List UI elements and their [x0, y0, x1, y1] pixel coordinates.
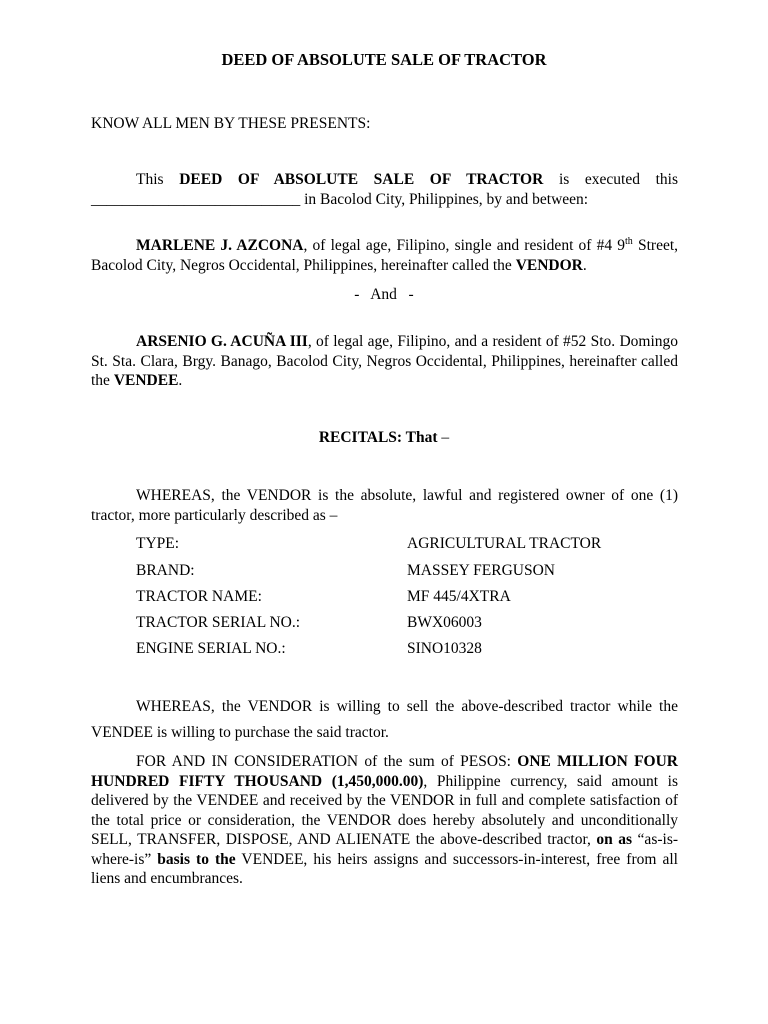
consideration-basis: basis to the [157, 850, 236, 868]
document-title: DEED OF ABSOLUTE SALE OF TRACTOR [221, 50, 547, 69]
spec-label: TRACTOR NAME: [136, 588, 262, 605]
spec-value: SINO10328 [407, 640, 482, 657]
vendee-text: , of legal age, Filipino, and a resident of #52 Sto. Domingo St. Sta. Clara, Brgy. Banago, Bacolod City, Negros Occidental, Philippines, hereinafter called the [91, 333, 679, 389]
spec-value: MASSEY FERGUSON [407, 562, 555, 579]
vendee-end: . [178, 372, 183, 389]
opening-line: KNOW ALL MEN BY THESE PRESENTS: [91, 115, 371, 132]
spec-label: TYPE: [136, 535, 180, 552]
spec-row-tractor-serial [136, 613, 696, 633]
vendee-role: VENDEE [113, 372, 179, 389]
consideration-paragraph [91, 752, 678, 889]
spec-row-brand [136, 561, 696, 581]
vendee-paragraph [91, 332, 678, 391]
recitals-heading [0, 428, 768, 448]
consideration-middle: , Philippine currency, said amount is delivered by the VENDEE and received by the VENDOR in full and complete satisfaction of the total price or consideration, the VENDOR does hereby absolutely and unconditionally SELL, TRANSFER, DISPOSE, AND ALIENATE the above-described tractor, [91, 772, 678, 848]
intro-paragraph [91, 170, 678, 209]
spec-row-tractor-name [136, 587, 696, 607]
intro-suffix: is executed this ___________________________ in Bacolod City, Philippines, by and between: [91, 171, 679, 208]
consideration-amount: ONE MILLION FOUR HUNDRED FIFTY THOUSAND (1,450,000.00) [91, 753, 678, 790]
spec-label: BRAND: [136, 562, 195, 579]
consideration-quoted: “as-is-where-is” [91, 831, 679, 868]
whereas-willing-paragraph [91, 694, 678, 746]
spec-row-engine-serial [136, 639, 696, 659]
vendee-name: ARSENIO G. ACUÑA III [136, 333, 308, 350]
consideration-prefix: FOR AND IN CONSIDERATION of the sum of PESOS: [136, 753, 518, 770]
vendor-role: VENDOR [515, 256, 583, 274]
vendor-end: . [582, 256, 587, 274]
spec-label: TRACTOR SERIAL NO.: [136, 614, 301, 631]
spec-row-type [136, 534, 696, 554]
vendor-text-b: Street, Bacolod City, Negros Occidental, Philippines, hereinafter called the [91, 237, 679, 274]
vendor-sup: th [625, 235, 633, 247]
vendor-paragraph [91, 236, 678, 275]
whereas-ownership-paragraph [91, 486, 678, 525]
whereas-ownership-text: WHEREAS, the VENDOR is the absolute, lawful and registered owner of one (1) tractor, more particularly described as – [91, 487, 678, 524]
and-separator: - And - [354, 286, 414, 303]
spec-value: AGRICULTURAL TRACTOR [407, 535, 602, 552]
consideration-end: VENDEE, his heirs assigns and successors-in-interest, free from all liens and encumbrances. [91, 850, 678, 887]
intro-prefix: This [136, 171, 164, 188]
spec-label: ENGINE SERIAL NO.: [136, 640, 286, 657]
whereas-willing-text: WHEREAS, the VENDOR is willing to sell the above-described tractor while the VENDEE is willing to purchase the said tractor. [91, 698, 678, 741]
spec-value: MF 445/4XTRA [407, 588, 511, 605]
recitals-dash: – [437, 429, 450, 446]
recitals-bold: RECITALS: That [318, 429, 438, 446]
spec-value: BWX06003 [407, 614, 482, 631]
vendor-text-a: , of legal age, Filipino, single and resident of #4 9 [303, 237, 626, 254]
vendor-name: MARLENE J. AZCONA [136, 237, 304, 254]
intro-deed-name: DEED OF ABSOLUTE SALE OF TRACTOR [179, 171, 544, 188]
consideration-on-as: on as [596, 831, 633, 848]
